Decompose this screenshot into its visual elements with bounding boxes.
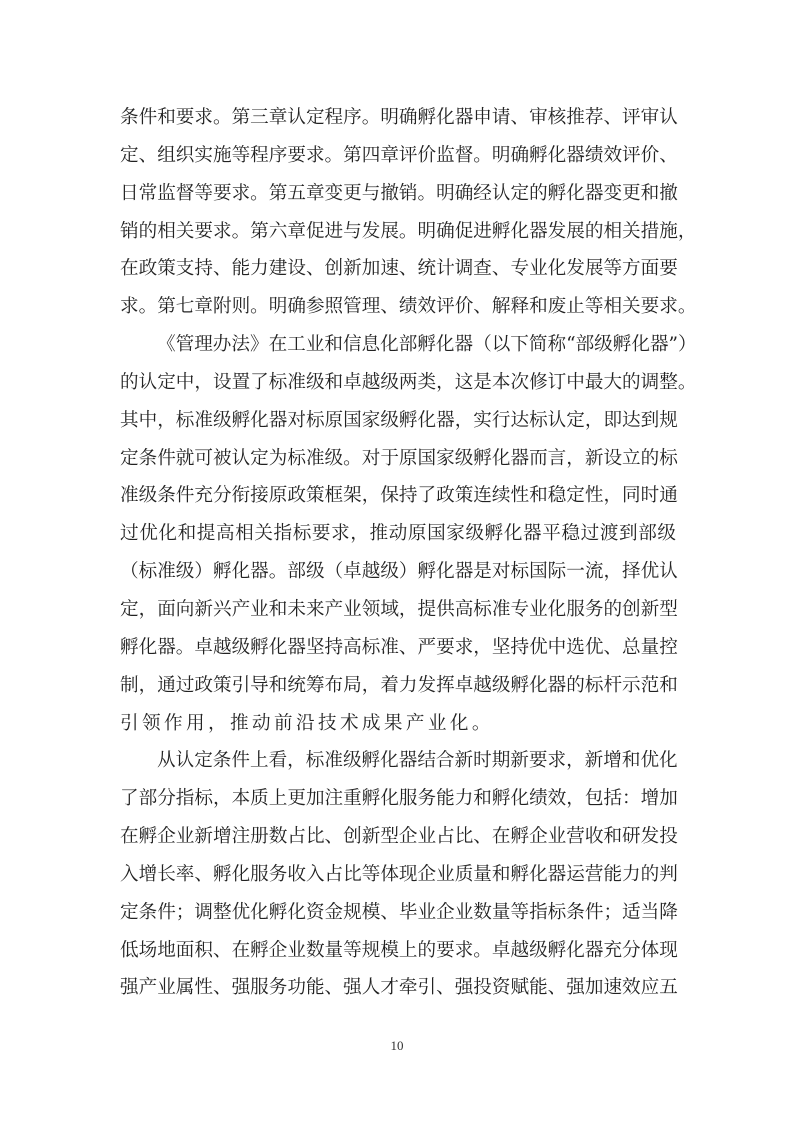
text-line: 定条件；调整优化孵化资金规模、毕业企业数量等指标条件；适当降 [120, 901, 678, 923]
body-text [120, 99, 697, 1007]
text-line: 低场地面积、在孵企业数量等规模上的要求。卓越级孵化器充分体现 [120, 939, 678, 961]
paragraph-last-line: 引领作用，推动前沿技术成果产业化。 [120, 712, 494, 734]
text-line: 孵化器。卓越级孵化器坚持高标准、严要求，坚持优中选优、总量控 [120, 636, 678, 658]
text-line: 在孵企业新增注册数占比、创新型企业占比、在孵企业营收和研发投 [120, 826, 678, 848]
text-line: （标准级）孵化器。部级（卓越级）孵化器是对标国际一流，择优认 [120, 561, 678, 583]
paragraph-first-line: 从认定条件上看，标准级孵化器结合新时期新要求，新增和优化 [157, 750, 678, 772]
text-line: 入增长率、孵化服务收入占比等体现企业质量和孵化器运营能力的判 [120, 863, 678, 885]
text-line: 条件和要求。第三章认定程序。明确孵化器申请、审核推荐、评审认 [120, 107, 678, 128]
text-line: 制，通过政策引导和统筹布局，着力发挥卓越级孵化器的标杆示范和 [120, 674, 678, 696]
text-line: 销的相关要求。第六章促进与发展。明确促进孵化器发展的相关措施， [120, 220, 697, 242]
paragraph-first-line: 《管理办法》在工业和信息化部孵化器（以下简称“部级孵化器”） [157, 334, 697, 356]
text-line: 在政策支持、能力建设、创新加速、统计调查、专业化发展等方面要 [120, 258, 678, 280]
text-line: 强产业属性、强服务功能、强人才牵引、强投资赋能、强加速效应五 [120, 977, 678, 999]
text-line: 定、组织实施等程序要求。第四章评价监督。明确孵化器绩效评价、 [120, 144, 678, 166]
text-line: 其中，标准级孵化器对标原国家级孵化器，实行达标认定，即达到规 [120, 409, 678, 431]
text-line: 过优化和提高相关指标要求，推动原国家级孵化器平稳过渡到部级 [120, 523, 676, 545]
text-line: 定条件就可被认定为标准级。对于原国家级孵化器而言，新设立的标 [120, 447, 678, 469]
text-line: 的认定中，设置了标准级和卓越级两类，这是本次修订中最大的调整。 [120, 371, 697, 393]
text-line: 定，面向新兴产业和未来产业领域，提供高标准专业化服务的创新型 [120, 598, 678, 620]
text-line: 求。第七章附则。明确参照管理、绩效评价、解释和废止等相关要求。 [120, 296, 697, 318]
text-line: 了部分指标，本质上更加注重孵化服务能力和孵化绩效，包括：增加 [120, 788, 678, 810]
text-line: 准级条件充分衔接原政策框架，保持了政策连续性和稳定性，同时通 [120, 485, 678, 507]
page-number: 10 [390, 1038, 404, 1053]
text-line: 日常监督等要求。第五章变更与撤销。明确经认定的孵化器变更和撤 [120, 182, 678, 204]
